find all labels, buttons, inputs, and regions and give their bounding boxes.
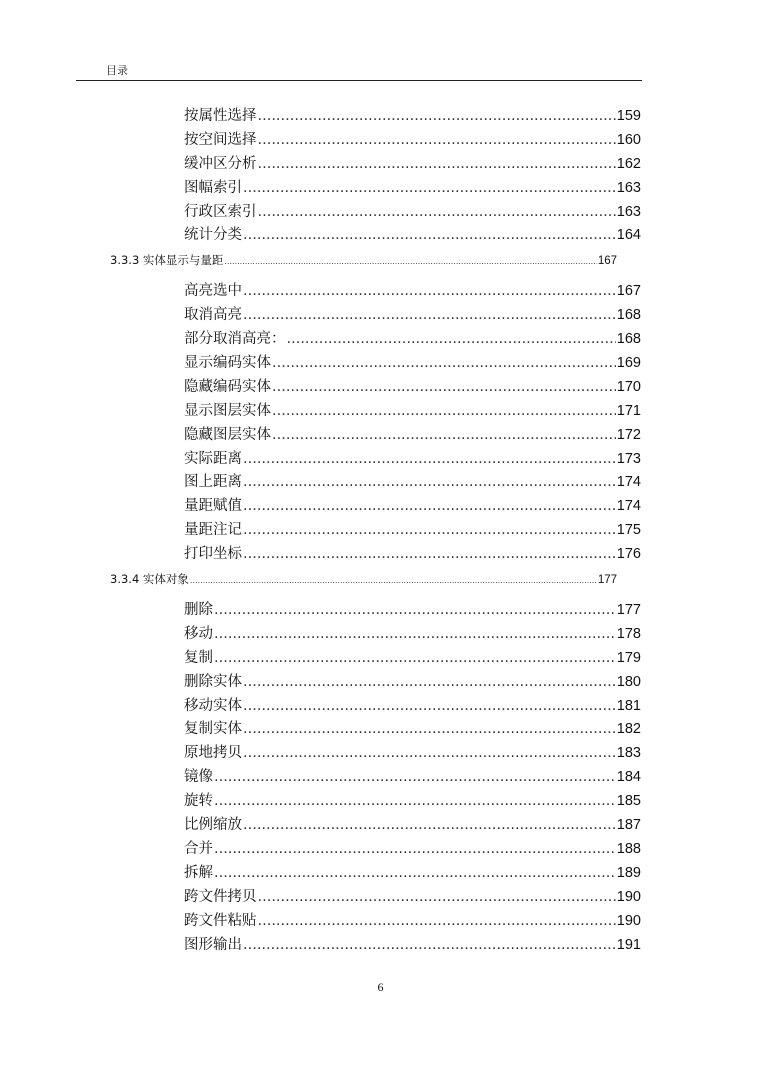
dot-leader bbox=[224, 248, 596, 274]
toc-entry[interactable] bbox=[0, 129, 641, 153]
dot-leader bbox=[258, 910, 616, 934]
toc-entry[interactable] bbox=[0, 695, 641, 719]
dot-leader bbox=[243, 671, 616, 695]
toc-entry[interactable] bbox=[0, 910, 641, 934]
toc-entry-title: 原地拷贝 bbox=[184, 745, 242, 762]
toc-entry-title: 复制实体 bbox=[184, 721, 242, 738]
toc-entry[interactable] bbox=[0, 814, 641, 838]
page-number: 6 bbox=[377, 980, 384, 994]
dot-leader bbox=[243, 280, 616, 304]
toc-entry[interactable] bbox=[0, 280, 641, 304]
toc-entry-page: 169 bbox=[616, 355, 641, 372]
toc-entry[interactable] bbox=[0, 671, 641, 695]
toc-entry-title: 合并 bbox=[184, 840, 213, 857]
toc-entry-title: 镜像 bbox=[184, 769, 213, 786]
toc-entry[interactable] bbox=[0, 862, 641, 886]
toc-entry-title: 删除实体 bbox=[184, 673, 242, 690]
dot-leader bbox=[243, 471, 616, 495]
toc-entry-page: 190 bbox=[616, 888, 641, 905]
toc-entry-title: 高亮选中 bbox=[184, 283, 242, 300]
toc-entry[interactable] bbox=[0, 790, 641, 814]
dot-leader bbox=[243, 543, 616, 567]
toc-entry[interactable] bbox=[0, 352, 641, 376]
dot-leader bbox=[243, 695, 616, 719]
toc-entry[interactable] bbox=[0, 177, 641, 201]
toc-entry-page: 159 bbox=[616, 108, 641, 124]
toc-entry-title: 实际距离 bbox=[184, 450, 242, 467]
toc-entry-page: 180 bbox=[616, 673, 641, 690]
toc-entry-title: 拆解 bbox=[184, 864, 213, 881]
toc-entry-title: 图形输出 bbox=[184, 936, 242, 953]
toc-entry-page: 167 bbox=[616, 283, 641, 300]
dot-leader bbox=[243, 718, 616, 742]
running-header: 目录 bbox=[106, 64, 128, 77]
toc-entry-page: 172 bbox=[616, 426, 641, 443]
dot-leader bbox=[258, 105, 616, 129]
toc-entry[interactable] bbox=[0, 647, 641, 671]
toc-entry-page: 181 bbox=[616, 697, 641, 714]
dot-leader bbox=[258, 886, 616, 910]
toc-entry-title: 量距注记 bbox=[184, 522, 242, 539]
toc-entry-title: 图上距离 bbox=[184, 474, 242, 491]
toc-entry-page: 177 bbox=[597, 574, 617, 587]
dot-leader bbox=[190, 567, 597, 593]
toc-entry[interactable] bbox=[0, 424, 641, 448]
header-rule bbox=[76, 80, 642, 81]
toc-entry-title: 删除 bbox=[184, 602, 213, 619]
dot-leader bbox=[243, 934, 616, 958]
toc-entry-page: 189 bbox=[616, 864, 641, 881]
toc-entry-page: 164 bbox=[616, 227, 641, 244]
toc-entry-page: 160 bbox=[616, 131, 641, 148]
toc-entry[interactable] bbox=[0, 471, 641, 495]
toc-entry-page: 174 bbox=[616, 474, 641, 491]
toc-entry[interactable] bbox=[0, 304, 641, 328]
toc-entry-title: 显示图层实体 bbox=[184, 402, 271, 419]
toc-entry-title: 隐藏编码实体 bbox=[184, 378, 271, 395]
toc-entry-title: 量距赋值 bbox=[184, 498, 242, 515]
dot-leader bbox=[243, 304, 616, 328]
toc-entry-page: 188 bbox=[616, 840, 641, 857]
toc-entry[interactable] bbox=[0, 766, 641, 790]
toc-entry-page: 167 bbox=[597, 255, 617, 268]
toc-entry-title: 显示编码实体 bbox=[184, 355, 271, 372]
toc-entry-page: 179 bbox=[616, 649, 641, 666]
toc-entry-page: 183 bbox=[616, 745, 641, 762]
toc-entry-title: 部分取消高亮： bbox=[184, 331, 286, 348]
toc-entry-page: 175 bbox=[616, 522, 641, 539]
dot-leader bbox=[272, 400, 616, 424]
toc-entry-title: 旋转 bbox=[184, 793, 213, 810]
toc-entry-title: 图幅索引 bbox=[184, 179, 242, 196]
toc-entry[interactable] bbox=[0, 376, 641, 400]
toc-entry-page: 174 bbox=[616, 498, 641, 515]
dot-leader bbox=[214, 599, 616, 623]
dot-leader bbox=[243, 224, 616, 248]
dot-leader bbox=[272, 424, 616, 448]
toc-entry-title: 按空间选择 bbox=[184, 131, 257, 148]
toc-entry[interactable] bbox=[0, 543, 641, 567]
dot-leader bbox=[243, 519, 616, 543]
toc-entry-title: 跨文件拷贝 bbox=[184, 888, 257, 905]
toc-entry-title: 比例缩放 bbox=[184, 817, 242, 834]
toc-entry-title: 复制 bbox=[184, 649, 213, 666]
toc-entry-title: 3.3.3 实体显示与量距 bbox=[110, 253, 224, 268]
toc-entry[interactable] bbox=[0, 934, 641, 958]
toc-entry[interactable] bbox=[0, 718, 641, 742]
toc-entry-page: 162 bbox=[616, 155, 641, 172]
dot-leader bbox=[243, 742, 616, 766]
toc-entry[interactable] bbox=[0, 742, 641, 766]
toc-entry-page: 178 bbox=[616, 625, 641, 642]
toc-entry[interactable] bbox=[0, 153, 641, 177]
toc-entry-title: 跨文件粘贴 bbox=[184, 912, 257, 929]
dot-leader bbox=[272, 352, 616, 376]
toc-entry-title: 缓冲区分析 bbox=[184, 155, 257, 172]
toc-entry[interactable] bbox=[0, 224, 641, 248]
toc-entry-title: 统计分类 bbox=[184, 227, 242, 244]
toc-entry-page: 173 bbox=[616, 450, 641, 467]
toc-entry-page: 163 bbox=[616, 179, 641, 196]
toc-entry[interactable] bbox=[0, 201, 641, 225]
dot-leader bbox=[214, 766, 616, 790]
dot-leader bbox=[287, 328, 616, 352]
toc-entry-page: 163 bbox=[616, 203, 641, 220]
toc-entry-page: 176 bbox=[616, 546, 641, 563]
toc-entry[interactable] bbox=[0, 886, 641, 910]
dot-leader bbox=[258, 201, 616, 225]
toc-entry-page: 184 bbox=[616, 769, 641, 786]
toc-section-entry[interactable] bbox=[0, 248, 617, 272]
dot-leader bbox=[243, 814, 616, 838]
toc-entry[interactable] bbox=[0, 105, 641, 129]
toc-entry-title: 隐藏图层实体 bbox=[184, 426, 271, 443]
toc-entry[interactable] bbox=[0, 448, 641, 472]
dot-leader bbox=[214, 647, 616, 671]
dot-leader bbox=[214, 862, 616, 886]
dot-leader bbox=[214, 790, 616, 814]
toc-entry[interactable] bbox=[0, 495, 641, 519]
toc-entry-page: 190 bbox=[616, 912, 641, 929]
toc-entry[interactable] bbox=[0, 328, 641, 352]
toc-entry-page: 168 bbox=[616, 307, 641, 324]
table-of-contents bbox=[0, 105, 761, 957]
dot-leader bbox=[258, 129, 616, 153]
dot-leader bbox=[272, 376, 616, 400]
dot-leader bbox=[243, 448, 616, 472]
dot-leader bbox=[214, 838, 616, 862]
toc-entry-page: 187 bbox=[616, 817, 641, 834]
toc-entry-page: 185 bbox=[616, 793, 641, 810]
toc-section-entry[interactable] bbox=[0, 567, 617, 591]
toc-entry-title: 按属性选择 bbox=[184, 108, 257, 124]
toc-entry[interactable] bbox=[0, 400, 641, 424]
dot-leader bbox=[243, 177, 616, 201]
toc-entry-page: 168 bbox=[616, 331, 641, 348]
toc-entry-page: 191 bbox=[616, 936, 641, 953]
toc-entry-page: 182 bbox=[616, 721, 641, 738]
toc-entry-title: 移动实体 bbox=[184, 697, 242, 714]
dot-leader bbox=[214, 623, 616, 647]
toc-entry[interactable] bbox=[0, 519, 641, 543]
dot-leader bbox=[258, 153, 616, 177]
toc-entry-page: 177 bbox=[616, 602, 641, 619]
toc-entry-title: 取消高亮 bbox=[184, 307, 242, 324]
toc-entry[interactable] bbox=[0, 599, 641, 623]
toc-entry[interactable] bbox=[0, 623, 641, 647]
toc-entry[interactable] bbox=[0, 838, 641, 862]
toc-entry-page: 171 bbox=[616, 402, 641, 419]
toc-entry-title: 行政区索引 bbox=[184, 203, 257, 220]
toc-entry-page: 170 bbox=[616, 378, 641, 395]
toc-entry-title: 移动 bbox=[184, 625, 213, 642]
toc-entry-title: 3.3.4 实体对象 bbox=[110, 572, 189, 587]
toc-entry-title: 打印坐标 bbox=[184, 546, 242, 563]
dot-leader bbox=[243, 495, 616, 519]
